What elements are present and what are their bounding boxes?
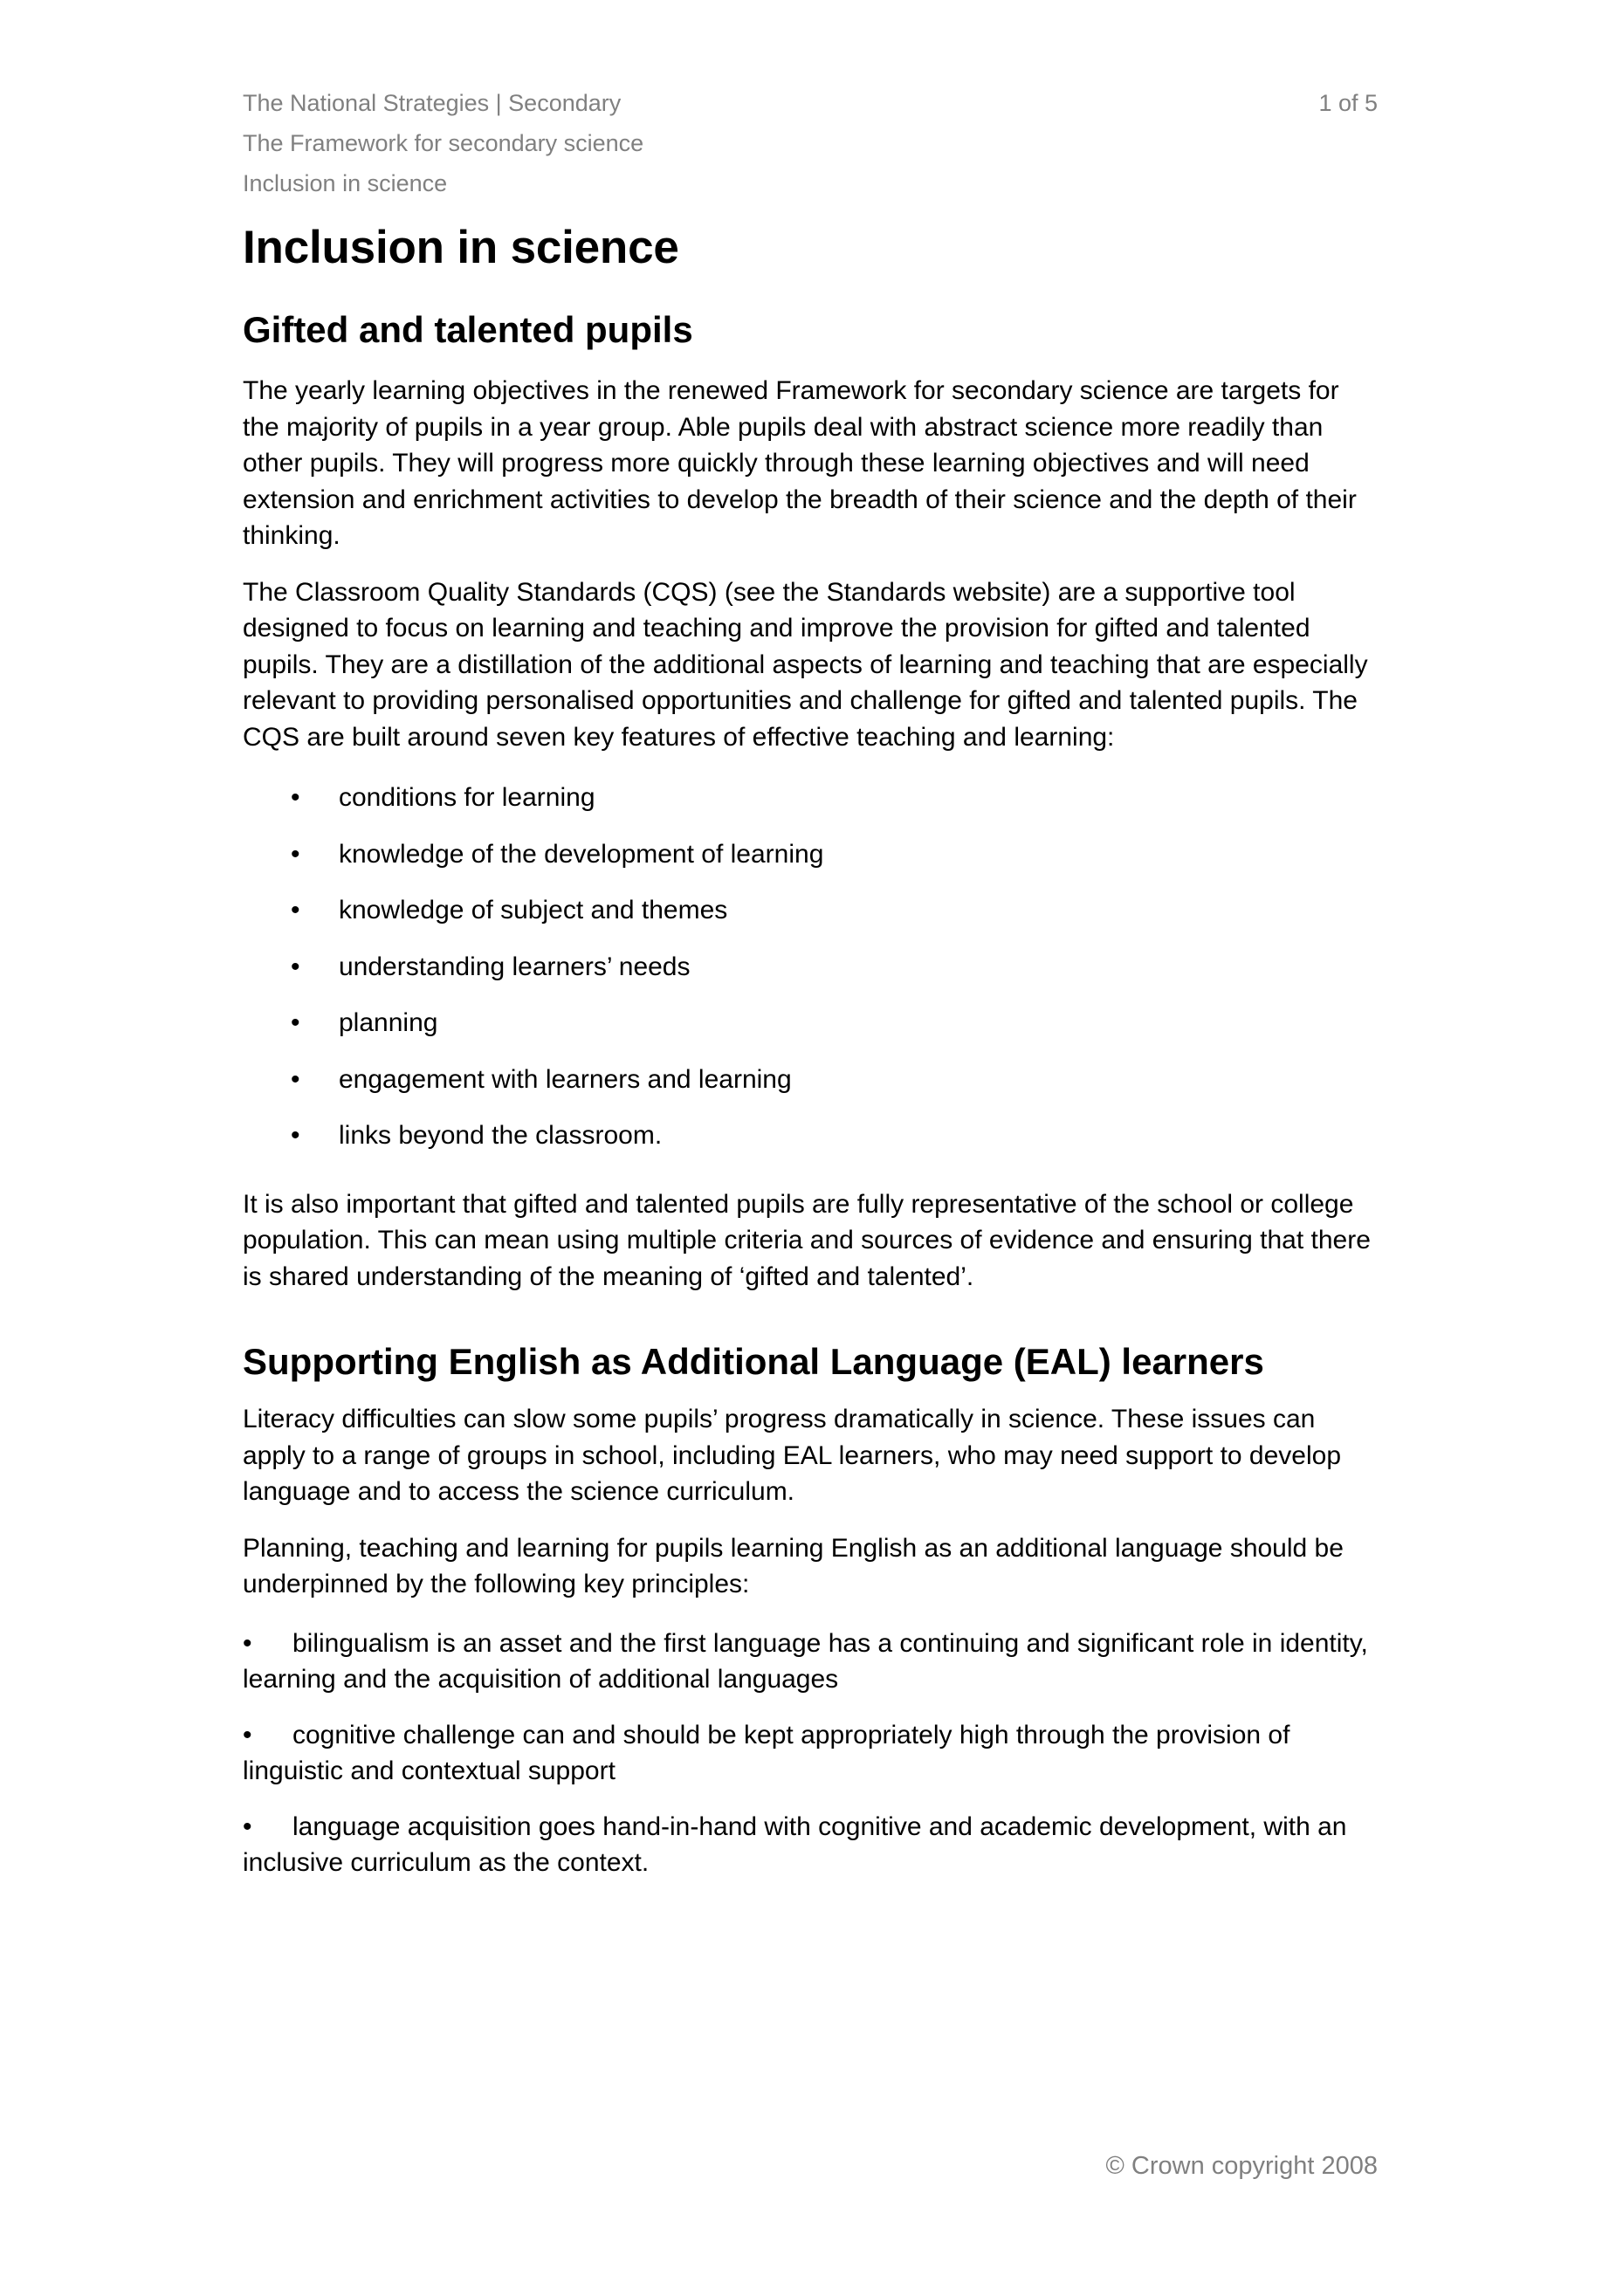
header-line-organisation: The National Strategies | Secondary xyxy=(243,90,622,116)
bullet-icon: • xyxy=(291,839,300,869)
list-item xyxy=(291,836,1378,873)
section-heading-gifted-and-talented: Gifted and talented pupils xyxy=(243,309,693,350)
list-item-label: planning xyxy=(339,1008,438,1037)
header-line-topic: Inclusion in science xyxy=(243,170,448,196)
paragraph-literacy-difficulties: Literacy difficulties can slow some pupils’ progress dramatically in science. These issues can apply to a range of groups in school, including EAL learners, who may need support to develop language and to access the science curriculum. xyxy=(243,1405,1342,1506)
list-item-label: cognitive challenge can and should be kept appropriately high through the provision of linguistic and contextual support xyxy=(243,1720,1290,1785)
list-item-label: conditions for learning xyxy=(339,783,595,812)
list-item-label: knowledge of subject and themes xyxy=(339,896,728,925)
paragraph-classroom-quality-standards: The Classroom Quality Standards (CQS) (see the Standards website) are a supportive tool designed to focus on learning and teaching and improve the provision for gifted and talented pupils. They are a distillation of the additional aspects of learning and teaching that are especially relevant to providing personalised opportunities and challenge for gifted and talented pupils. The CQS are built around seven key features of effective teaching and learning: xyxy=(243,577,1368,752)
bullet-icon: • xyxy=(291,952,300,981)
bullet-icon: • xyxy=(291,783,300,812)
list-item xyxy=(291,1117,1378,1154)
list-item xyxy=(291,949,1378,986)
list-item xyxy=(291,780,1378,816)
list-item-label: language acquisition goes hand-in-hand with cognitive and academic development, with an inclusive curriculum as the context. xyxy=(243,1811,1347,1877)
bullet-icon: • xyxy=(243,1811,252,1841)
paragraph-key-principles-intro: Planning, teaching and learning for pupils learning English as an additional language should be underpinned by the following key principles: xyxy=(243,1533,1344,1598)
list-item-label: bilingualism is an asset and the first language has a continuing and significant role in identity, learning and the acquisition of additional languages xyxy=(243,1628,1368,1694)
list-item-label: links beyond the classroom. xyxy=(339,1121,663,1150)
header-line-framework: The Framework for secondary science xyxy=(243,130,644,156)
running-header xyxy=(243,83,1378,203)
page-title: Inclusion in science xyxy=(243,222,679,273)
paragraph-yearly-objectives: The yearly learning objectives in the renewed Framework for secondary science are targets for the majority of pupils in a year group. Able pupils deal with abstract science more readily than other pupils. They will progress more quickly through these learning objectives and will need extension and enrichment activities to develop the breadth of their science and the depth of their thinking. xyxy=(243,376,1357,550)
section-heading-eal-learners: Supporting English as Additional Language (EAL) learners xyxy=(243,1341,1264,1382)
page-indicator: 1 of 5 xyxy=(1318,90,1378,116)
list-item xyxy=(291,892,1378,929)
bullet-icon: • xyxy=(291,1121,300,1150)
bullet-icon: • xyxy=(291,1008,300,1037)
list-item xyxy=(243,1717,1378,1790)
list-cqs-key-features xyxy=(243,780,1378,1154)
bullet-icon: • xyxy=(291,1064,300,1094)
list-item xyxy=(291,1062,1378,1098)
bullet-icon: • xyxy=(243,1720,252,1749)
document-body xyxy=(243,223,1378,1901)
list-eal-key-principles xyxy=(243,1626,1378,1881)
list-item xyxy=(243,1809,1378,1881)
paragraph-representative-population: It is also important that gifted and talented pupils are fully representative of the school or college population. This can mean using multiple criteria and sources of evidence and ensuring that there is shared understanding of the meaning of ‘gifted and talented’. xyxy=(243,1189,1371,1291)
list-item xyxy=(243,1626,1378,1698)
bullet-icon: • xyxy=(243,1628,252,1658)
list-item-label: engagement with learners and learning xyxy=(339,1064,792,1094)
list-item-label: understanding learners’ needs xyxy=(339,952,691,981)
list-item xyxy=(291,1005,1378,1041)
page-footer xyxy=(243,2149,1378,2183)
copyright-notice: © Crown copyright 2008 xyxy=(1105,2152,1378,2180)
bullet-icon: • xyxy=(291,896,300,925)
list-item-label: knowledge of the development of learning xyxy=(339,839,824,869)
